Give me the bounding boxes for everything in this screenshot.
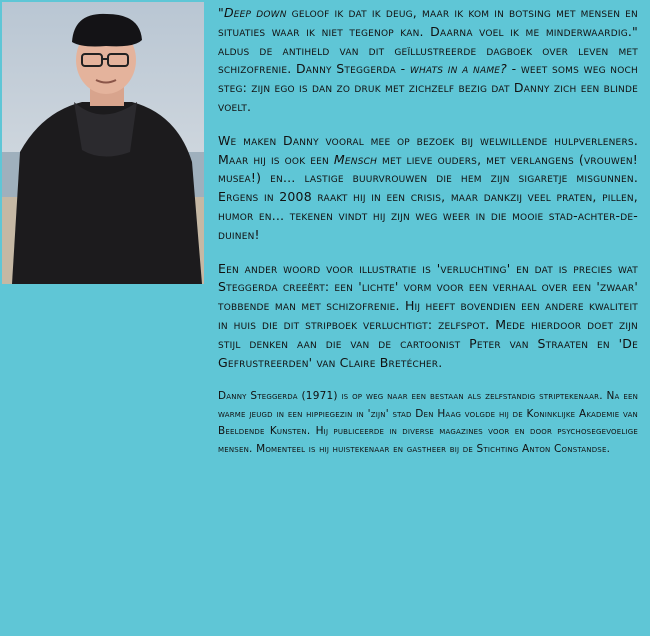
author-photo — [2, 2, 204, 284]
author-bio-paragraph — [218, 388, 638, 458]
italic-text: Deep down — [223, 5, 287, 20]
text-run: We maken Danny vooral mee op bezoek bij welwillende hulpverleners. Maar hij is ook een — [218, 132, 638, 167]
text-run: geloof ik dat ik deug, maar ik kom in botsing met mensen en situaties waar ik niet tegenop kan. Daarna voel ik me minderwaardig." aldus de antiheld van dit geïllustreerde dagboek over leven met schizofrenie. Danny Steggerda - — [218, 5, 638, 77]
text-run: Een ander woord voor illustratie is 'verluchting' en dat is precies wat Steggerda creeërt: een 'lichte' vorm voor een verhaal over een 'zwaar' tobbende man met schizofrenie. Hij heeft bovendien een andere kwaliteit in huis die dit stripboek verluchtigt: zelfspot. Mede hierdoor doet zijn stijl denken aan die van de cartoonist Peter van Straaten en 'De Gefrustreerden' van Claire Bretécher. — [218, 260, 638, 370]
text-run: - weet soms weg noch steg: zijn ego is dan zo druk met zichzelf bezig dat Danny zich een blinde voelt. — [218, 61, 638, 114]
italic-text: whats in a name? — [409, 61, 508, 77]
text-run: Danny Steggerda (1971) is op weg naar een bestaan als zelfstandig striptekenaar. Na een warme jeugd in een hippiegezin in 'zijn' stad Den Haag volgde hij de Koninklijke Akademie van Beeldende Kunsten. Hij publiceerde in diverse magazines voor en door psychosegevoelige mensen. Momenteel is hij huistekenaar en gastheer bij de Stichting Anton Constandse. — [218, 390, 638, 455]
story-paragraph — [218, 132, 638, 245]
style-paragraph — [218, 260, 638, 373]
italic-text: Mensch — [333, 151, 378, 167]
author-portrait-icon — [2, 2, 204, 284]
text-run: met lieve ouders, met verlangens (vrouwen! musea!) en… lastige buurvrouwen die hem zijn sigaretje misgunnen. Ergens in 2008 raakt hij in een crisis, maar dankzij veel praten, pillen, humor en… tekenen vindt hij zijn weg weer in die mooie stad-achter-de-duinen! — [218, 151, 638, 242]
intro-paragraph — [218, 4, 638, 117]
text-run: " — [218, 5, 224, 20]
text-column — [218, 4, 638, 473]
